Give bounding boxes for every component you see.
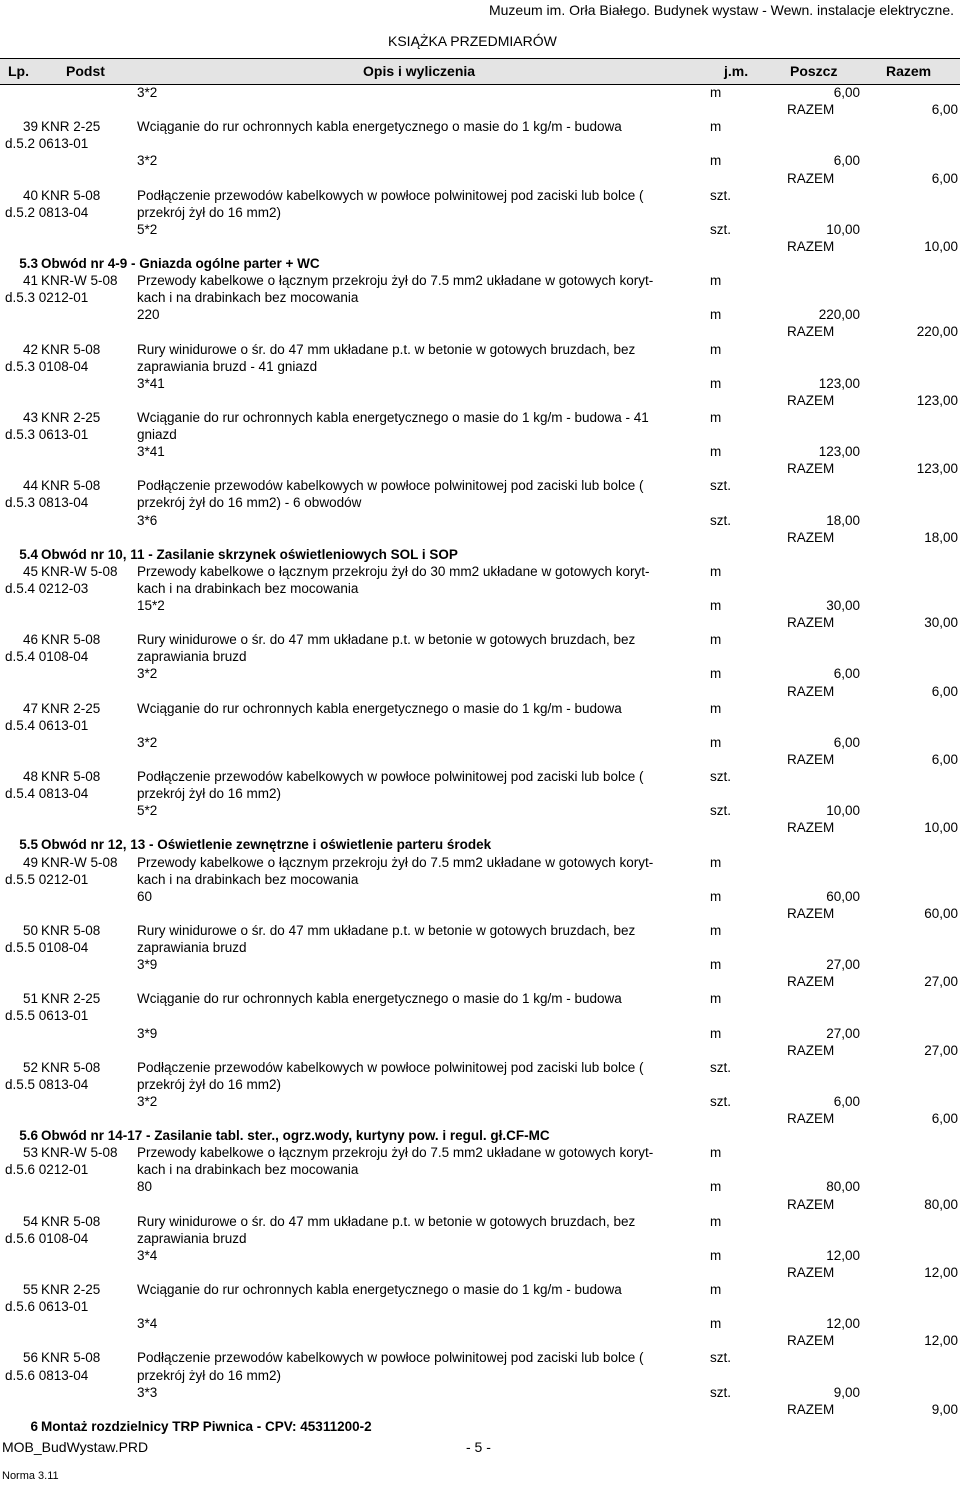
calc-formula: 3*4 [137, 1247, 158, 1263]
calc-unit: m [710, 1247, 722, 1263]
item-base-ref: d.5.6 0613-01 [5, 1299, 89, 1315]
item-base-ref: d.5.6 0108-04 [5, 1230, 89, 1246]
item-base-ref: d.5.5 0108-04 [5, 940, 89, 955]
item-unit: szt. [710, 478, 732, 494]
item-unit: m [710, 1213, 722, 1229]
item-base-code: KNR 2-25 [41, 409, 101, 425]
item-unit: m [710, 409, 722, 425]
razem-label: RAZEM [787, 820, 835, 836]
razem-label: RAZEM [787, 324, 835, 340]
calc-unit: m [710, 1025, 722, 1041]
section-title: Obwód nr 4-9 - Gniazda ogólne parter + WC [41, 256, 320, 271]
item-base-ref: d.5.5 0813-04 [5, 1076, 89, 1092]
item-number: 53 [22, 1145, 38, 1161]
calc-unit: m [710, 957, 722, 973]
section-number: 5.4 [19, 546, 38, 562]
calc-value: 6,00 [833, 85, 860, 100]
razem-value: 18,00 [924, 529, 958, 545]
item-base-code: KNR 5-08 [41, 1213, 101, 1229]
section-title: Obwód nr 10, 11 - Zasilanie skrzynek oświetleniowych SOL i SOP [41, 546, 458, 562]
calc-value: 10,00 [826, 221, 860, 237]
section-title: Obwód nr 14-17 - Zasilanie tabl. ster., ogrz.wody, kurtyny pow. i regul. gł.CF-MC [41, 1128, 550, 1144]
calc-formula: 3*2 [137, 734, 158, 750]
item-description: Przewody kabelkowe o łącznym przekroju żył do 7.5 mm2 układane w gotowych koryt- [137, 854, 654, 870]
item-number: 50 [22, 922, 38, 938]
item-unit: m [710, 991, 722, 1007]
calc-formula: 5*2 [137, 221, 158, 237]
section-number: 5.3 [19, 256, 38, 271]
calc-unit: m [710, 307, 722, 323]
footer-filename: MOB_BudWystaw.PRD [2, 1439, 149, 1455]
item-number: 44 [22, 478, 38, 494]
calc-formula: 220 [137, 307, 160, 323]
calc-value: 12,00 [826, 1247, 860, 1263]
razem-value: 27,00 [924, 1042, 958, 1058]
razem-label: RAZEM [787, 1401, 835, 1417]
item-base-code: KNR 5-08 [41, 922, 101, 938]
item-description: Wciąganie do rur ochronnych kabla energetycznego o masie do 1 kg/m - budowa [137, 991, 622, 1007]
col-jm: j.m. [724, 63, 749, 79]
item-number: 43 [22, 409, 38, 425]
item-description-cont: zaprawiania bruzd - 41 gniazd [137, 358, 318, 374]
calc-value: 30,00 [826, 598, 860, 613]
item-number: 54 [22, 1213, 38, 1229]
section-number: 5.5 [19, 837, 38, 853]
item-number: 39 [22, 119, 38, 135]
razem-value: 12,00 [924, 1333, 958, 1349]
section-title: Montaż rozdzielnicy TRP Piwnica - CPV: 45311200-2 [41, 1418, 372, 1434]
item-unit: m [710, 341, 722, 357]
calc-unit: szt. [710, 1384, 732, 1400]
razem-value: 27,00 [924, 974, 958, 990]
item-description: Podłączenie przewodów kabelkowych w powłoce polwinitowej pod zaciski lub bolce ( [137, 769, 644, 784]
item-description: Rury winidurowe o śr. do 47 mm układane p.t. w betonie w gotowych bruzdach, bez [137, 341, 636, 357]
item-description: Podłączenie przewodów kabelkowych w powłoce polwinitowej pod zaciski lub bolce ( [137, 1059, 644, 1075]
item-unit: m [710, 922, 722, 938]
razem-value: 80,00 [924, 1196, 958, 1212]
item-number: 40 [22, 187, 38, 203]
razem-value: 6,00 [931, 751, 958, 767]
footer-page-number: - 5 - [466, 1439, 491, 1455]
item-number: 51 [22, 991, 38, 1007]
item-base-code: KNR 5-08 [41, 341, 101, 357]
razem-label: RAZEM [787, 170, 835, 186]
item-base-code: KNR 2-25 [41, 991, 101, 1007]
razem-label: RAZEM [787, 615, 835, 631]
item-unit: szt. [710, 187, 732, 203]
calc-value: 10,00 [826, 803, 860, 819]
item-description: Przewody kabelkowe o łącznym przekroju żył do 7.5 mm2 układane w gotowych koryt- [137, 1145, 654, 1161]
item-base-ref: d.5.4 0613-01 [5, 717, 89, 733]
item-unit: szt. [710, 1059, 732, 1075]
item-number: 47 [22, 700, 38, 716]
section-number: 5.6 [19, 1128, 38, 1144]
calc-value: 80,00 [826, 1179, 860, 1195]
item-base-code: KNR 5-08 [41, 1059, 101, 1075]
calc-formula: 3*41 [137, 444, 165, 460]
item-unit: m [710, 1145, 722, 1161]
item-unit: szt. [710, 769, 732, 784]
item-base-ref: d.5.4 0813-04 [5, 786, 89, 802]
column-header-row [0, 58, 960, 85]
item-base-code: KNR 2-25 [41, 119, 101, 135]
col-lp: Lp. [8, 63, 29, 79]
calc-formula: 3*2 [137, 85, 158, 100]
razem-value: 6,00 [931, 170, 958, 186]
col-podst: Podst [66, 63, 105, 79]
item-number: 52 [22, 1059, 38, 1075]
calc-value: 220,00 [818, 307, 860, 323]
item-description-cont: kach i na drabinkach bez mocowania [137, 1162, 359, 1178]
item-number: 56 [22, 1350, 38, 1366]
item-base-ref: d.5.3 0613-01 [5, 427, 89, 442]
item-description: Rury winidurowe o śr. do 47 mm układane p.t. w betonie w gotowych bruzdach, bez [137, 1213, 636, 1229]
calc-unit: szt. [710, 1093, 732, 1109]
item-unit: m [710, 273, 722, 289]
calc-value: 6,00 [833, 153, 860, 169]
item-number: 45 [22, 563, 38, 579]
document-title: Muzeum im. Orła Białego. Budynek wystaw - Wewn. instalacje elektryczne. [488, 2, 954, 18]
item-description-cont: przekrój żył do 16 mm2) - 6 obwodów [137, 495, 362, 511]
item-description-cont: zaprawiania bruzd [137, 649, 247, 665]
calc-unit: m [710, 375, 722, 391]
item-base-code: KNR 2-25 [41, 1282, 101, 1297]
item-base-code: KNR 5-08 [41, 769, 101, 784]
item-description: Przewody kabelkowe o łącznym przekroju żył do 30 mm2 układane w gotowych koryt- [137, 563, 650, 579]
calc-formula: 3*2 [137, 666, 158, 682]
razem-value: 9,00 [931, 1401, 958, 1417]
item-base-ref: d.5.2 0813-04 [5, 204, 89, 220]
razem-label: RAZEM [787, 238, 835, 254]
razem-label: RAZEM [787, 751, 835, 767]
calc-formula: 3*6 [137, 512, 158, 528]
item-number: 46 [22, 632, 38, 648]
razem-label: RAZEM [787, 461, 835, 477]
item-base-ref: d.5.3 0108-04 [5, 358, 89, 374]
item-base-ref: d.5.4 0108-04 [5, 649, 89, 665]
calc-value: 60,00 [826, 888, 860, 904]
razem-label: RAZEM [787, 905, 835, 921]
item-base-ref: d.5.5 0613-01 [5, 1008, 89, 1024]
razem-value: 220,00 [916, 324, 958, 340]
item-number: 48 [22, 769, 38, 784]
calc-unit: m [710, 598, 722, 613]
item-unit: m [710, 563, 722, 579]
razem-label: RAZEM [787, 1196, 835, 1212]
footer-norma: Norma 3.11 [2, 1470, 59, 1482]
item-base-code: KNR 5-08 [41, 478, 101, 494]
calc-value: 6,00 [833, 734, 860, 750]
item-description-cont: przekrój żył do 16 mm2) [137, 1076, 282, 1092]
calc-unit: m [710, 666, 722, 682]
col-razem: Razem [886, 63, 932, 79]
razem-value: 10,00 [924, 238, 958, 254]
item-base-ref: d.5.4 0212-03 [5, 580, 89, 596]
col-poszcz: Poszcz [790, 63, 838, 79]
razem-label: RAZEM [787, 1333, 835, 1349]
razem-label: RAZEM [787, 974, 835, 990]
item-description: Wciąganie do rur ochronnych kabla energetycznego o masie do 1 kg/m - budowa - 41 [137, 409, 649, 425]
item-base-ref: d.5.5 0212-01 [5, 871, 89, 887]
razem-label: RAZEM [787, 529, 835, 545]
calc-value: 9,00 [833, 1384, 860, 1400]
item-base-code: KNR-W 5-08 [41, 854, 118, 870]
calc-formula: 3*41 [137, 375, 165, 391]
razem-value: 123,00 [916, 461, 958, 477]
item-base-code: KNR-W 5-08 [41, 563, 118, 579]
item-unit: m [710, 632, 722, 648]
razem-value: 10,00 [924, 820, 958, 836]
item-base-code: KNR-W 5-08 [41, 1145, 118, 1161]
calc-value: 6,00 [833, 1093, 860, 1109]
item-base-code: KNR 2-25 [41, 700, 101, 716]
item-description-cont: kach i na drabinkach bez mocowania [137, 290, 359, 306]
razem-value: 123,00 [916, 392, 958, 408]
item-description-cont: przekrój żył do 16 mm2) [137, 1367, 282, 1383]
razem-value: 6,00 [931, 1111, 958, 1126]
calc-value: 6,00 [833, 666, 860, 682]
calc-unit: m [710, 153, 722, 169]
item-description-cont: gniazd [137, 427, 177, 442]
razem-value: 6,00 [931, 683, 958, 699]
item-base-ref: d.5.3 0212-01 [5, 290, 89, 306]
calc-unit: m [710, 1316, 722, 1332]
calc-formula: 3*2 [137, 153, 158, 169]
calc-value: 27,00 [826, 957, 860, 973]
section-title: Obwód nr 12, 13 - Oświetlenie zewnętrzne i oświetlenie parteru środek [41, 837, 492, 853]
item-description-cont: zaprawiania bruzd [137, 940, 247, 955]
razem-value: 12,00 [924, 1264, 958, 1280]
calc-unit: m [710, 888, 722, 904]
calc-unit: szt. [710, 803, 732, 819]
calc-formula: 3*4 [137, 1316, 158, 1332]
item-base-code: KNR 5-08 [41, 632, 101, 648]
item-number: 41 [22, 273, 38, 289]
item-description: Rury winidurowe o śr. do 47 mm układane p.t. w betonie w gotowych bruzdach, bez [137, 632, 636, 648]
item-description-cont: zaprawiania bruzd [137, 1230, 247, 1246]
item-number: 55 [22, 1282, 38, 1297]
calc-unit: m [710, 734, 722, 750]
item-number: 42 [22, 341, 38, 357]
item-description-cont: kach i na drabinkach bez mocowania [137, 871, 359, 887]
item-base-ref: d.5.2 0613-01 [5, 136, 89, 152]
calc-unit: m [710, 444, 722, 460]
item-description: Podłączenie przewodów kabelkowych w powłoce polwinitowej pod zaciski lub bolce ( [137, 187, 644, 203]
item-description-cont: kach i na drabinkach bez mocowania [137, 580, 359, 596]
razem-value: 6,00 [931, 102, 958, 118]
item-description: Podłączenie przewodów kabelkowych w powłoce polwinitowej pod zaciski lub bolce ( [137, 478, 644, 494]
calc-formula: 60 [137, 888, 153, 904]
item-unit: m [710, 1282, 722, 1297]
item-description: Wciąganie do rur ochronnych kabla energetycznego o masie do 1 kg/m - budowa [137, 1282, 622, 1297]
calc-formula: 5*2 [137, 803, 158, 819]
item-description: Przewody kabelkowe o łącznym przekroju żył do 7.5 mm2 układane w gotowych koryt- [137, 273, 654, 289]
calc-value: 12,00 [826, 1316, 860, 1332]
item-base-ref: d.5.6 0212-01 [5, 1162, 89, 1178]
item-base-ref: d.5.6 0813-04 [5, 1367, 89, 1383]
item-description: Rury winidurowe o śr. do 47 mm układane p.t. w betonie w gotowych bruzdach, bez [137, 922, 636, 938]
calc-unit: m [710, 1179, 722, 1195]
calc-formula: 3*9 [137, 957, 158, 973]
razem-label: RAZEM [787, 102, 835, 118]
item-base-code: KNR 5-08 [41, 1350, 101, 1366]
calc-formula: 80 [137, 1179, 153, 1195]
col-opis: Opis i wyliczenia [363, 63, 476, 79]
item-description: Wciąganie do rur ochronnych kabla energetycznego o masie do 1 kg/m - budowa [137, 700, 622, 716]
calc-formula: 15*2 [137, 598, 165, 613]
razem-label: RAZEM [787, 1111, 835, 1126]
razem-label: RAZEM [787, 683, 835, 699]
item-unit: m [710, 119, 722, 135]
item-unit: szt. [710, 1350, 732, 1366]
calc-value: 18,00 [826, 512, 860, 528]
razem-label: RAZEM [787, 392, 835, 408]
item-base-code: KNR 5-08 [41, 187, 101, 203]
calc-formula: 3*9 [137, 1025, 158, 1041]
razem-label: RAZEM [787, 1042, 835, 1058]
calc-value: 123,00 [818, 375, 860, 391]
calc-unit: szt. [710, 221, 732, 237]
razem-value: 30,00 [924, 615, 958, 631]
razem-value: 60,00 [924, 905, 958, 921]
item-description-cont: przekrój żył do 16 mm2) [137, 786, 282, 802]
item-number: 49 [22, 854, 38, 870]
item-description: Wciąganie do rur ochronnych kabla energetycznego o masie do 1 kg/m - budowa [137, 119, 622, 135]
section-number: 6 [30, 1418, 38, 1434]
document-subtitle: KSIĄŻKA PRZEDMIARÓW [388, 33, 557, 49]
calc-unit: m [710, 85, 722, 100]
item-unit: m [710, 700, 722, 716]
item-description-cont: przekrój żył do 16 mm2) [137, 204, 282, 220]
calc-unit: szt. [710, 512, 732, 528]
item-base-ref: d.5.3 0813-04 [5, 495, 89, 511]
item-description: Podłączenie przewodów kabelkowych w powłoce polwinitowej pod zaciski lub bolce ( [137, 1350, 644, 1366]
calc-value: 123,00 [818, 444, 860, 460]
calc-formula: 3*3 [137, 1384, 158, 1400]
item-unit: m [710, 854, 722, 870]
calc-formula: 3*2 [137, 1093, 158, 1109]
razem-label: RAZEM [787, 1264, 835, 1280]
item-base-code: KNR-W 5-08 [41, 273, 118, 289]
calc-value: 27,00 [826, 1025, 860, 1041]
